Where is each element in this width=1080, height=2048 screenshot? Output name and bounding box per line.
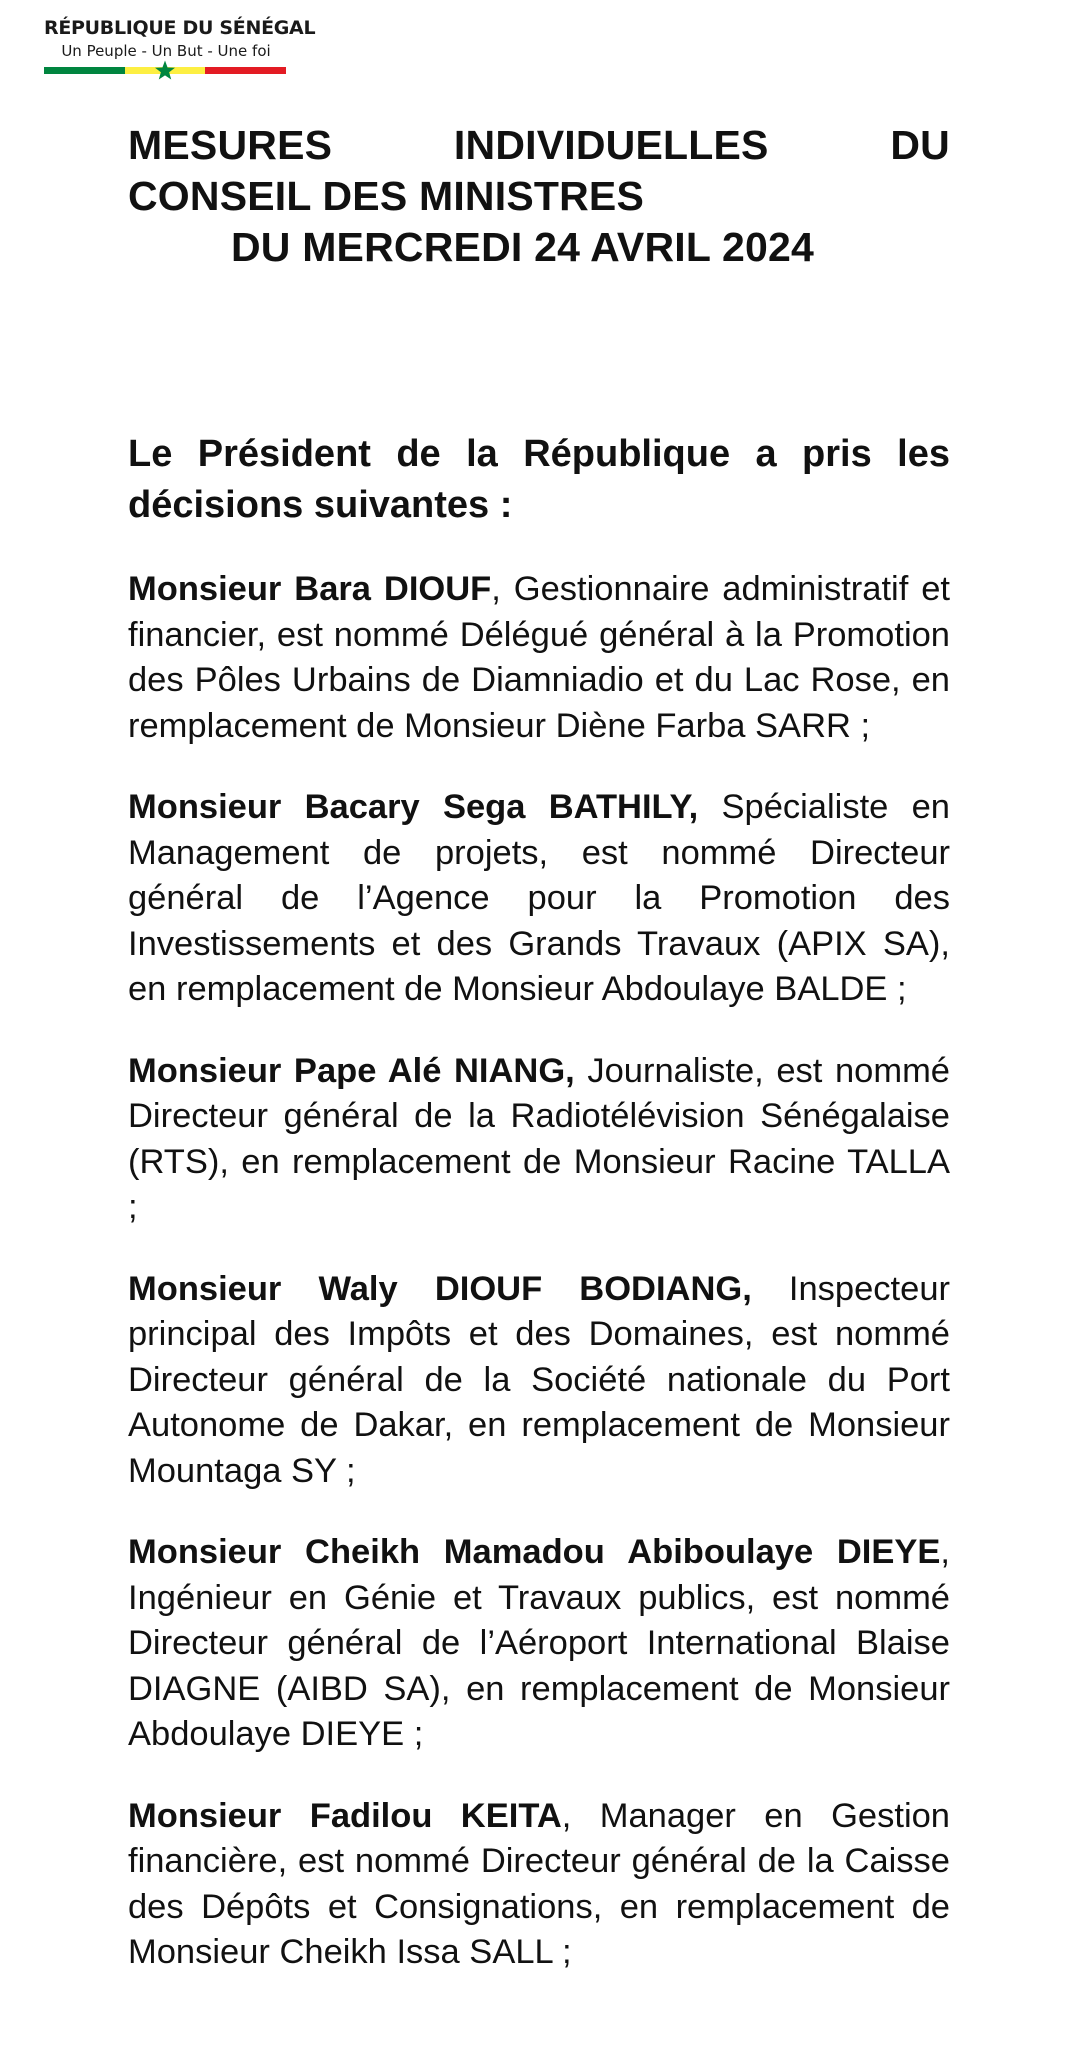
appointee-name: Monsieur Bacary Sega BATHILY,: [128, 788, 699, 826]
intro-paragraph: Le Président de la République a pris les décisions suivantes :: [128, 433, 950, 526]
decision-paragraph: [128, 1794, 950, 1976]
decision-text: Spécialiste en Management de projets, est nommé Directeur général de l’Agence pour la Promotion des Investissements et des Grands Travaux (APIX SA), en remplacement de Monsieur Abdoulaye BALDE ;: [128, 788, 950, 1008]
document-title: [128, 120, 950, 273]
national-motto: Un Peuple - Un But - Une foi: [61, 42, 271, 60]
decision-text: , Manager en Gestion financière, est nommé Directeur général de la Caisse des Dépôts et Consignations, en remplacement de Monsieur Cheikh Issa SALL ;: [128, 1796, 950, 1971]
flag-stripe-red: [205, 67, 286, 74]
document-body: [128, 120, 950, 1976]
appointee-name: Monsieur Bara DIOUF: [128, 570, 492, 608]
appointee-name: Monsieur Cheikh Mamadou Abiboulaye DIEYE: [128, 1533, 941, 1571]
appointee-name: Monsieur Fadilou KEITA: [128, 1796, 562, 1835]
star-icon: [154, 59, 176, 81]
decision-text: Inspecteur principal des Impôts et des Domaines, est nommé Directeur général de la Société nationale du Port Autonome de Dakar, en remplacement de Monsieur Mountaga SY ;: [128, 1269, 950, 1490]
flag-stripe-green: [44, 67, 125, 74]
appointee-name: Monsieur Waly DIOUF BODIANG,: [128, 1269, 752, 1308]
decision-paragraph: [128, 567, 950, 749]
title-line-2: CONSEIL DES MINISTRES: [128, 173, 645, 219]
decision-paragraph: [128, 1267, 950, 1495]
decision-paragraph: [128, 1049, 950, 1231]
title-line-1: MESURES INDIVIDUELLES DU: [128, 122, 950, 168]
country-name: RÉPUBLIQUE DU SÉNÉGAL: [44, 17, 316, 39]
decision-paragraph: [128, 1530, 950, 1758]
title-line-3: DU MERCREDI 24 AVRIL 2024: [231, 224, 814, 270]
decision-text: , Ingénieur en Génie et Travaux publics, est nommé Directeur général de l’Aéroport International Blaise DIAGNE (AIBD SA), en remplacement de Monsieur Abdoulaye DIEYE ;: [128, 1533, 950, 1753]
decision-paragraph: [128, 785, 950, 1013]
decision-text: , Gestionnaire administratif et financier, est nommé Délégué général à la Promotion des Pôles Urbains de Diamniadio et du Lac Rose, en remplacement de Monsieur Diène Farba SARR ;: [128, 570, 950, 745]
decision-text: Journaliste, est nommé Directeur général de la Radiotélévision Sénégalaise (RTS), en remplacement de Monsieur Racine TALLA ;: [128, 1051, 950, 1226]
republic-logo: [44, 16, 316, 74]
appointee-name: Monsieur Pape Alé NIANG,: [128, 1051, 575, 1090]
flag-bar: [44, 67, 286, 74]
